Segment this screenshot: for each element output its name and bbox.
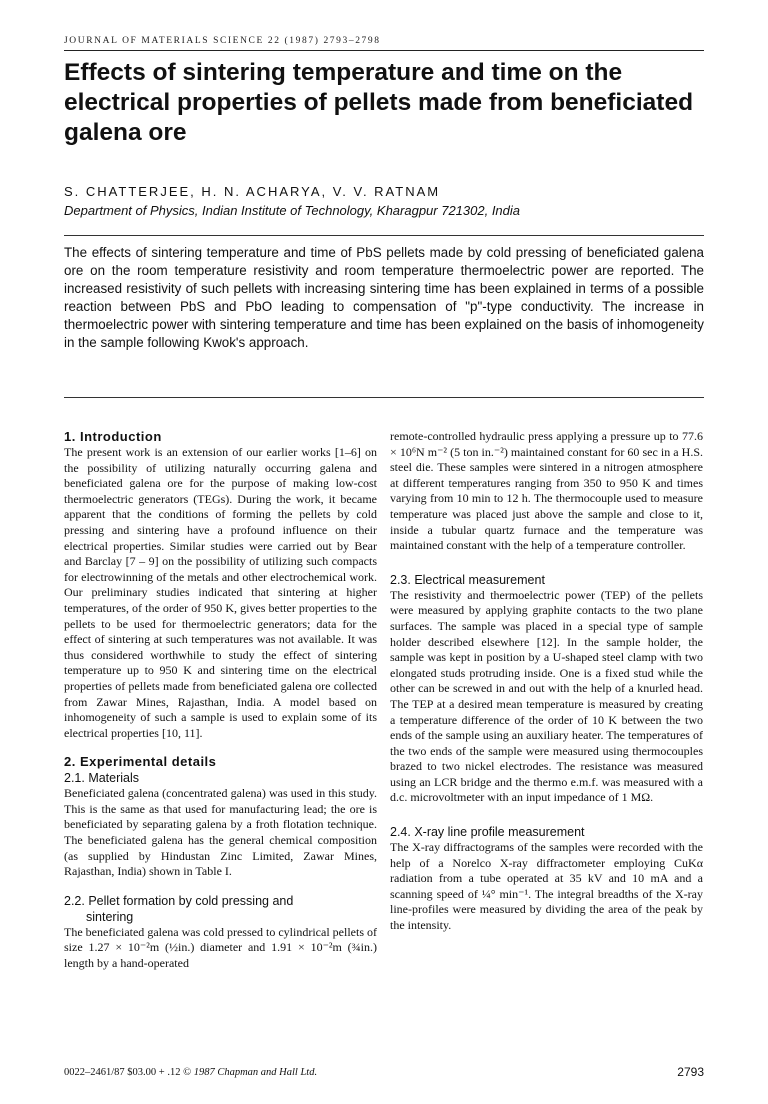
section-heading-experimental: 2. Experimental details bbox=[64, 754, 217, 770]
footer-code: 0022–2461/87 $03.00 + .12 © bbox=[64, 1067, 194, 1078]
left-column bbox=[64, 429, 377, 972]
footer-copyright bbox=[64, 1067, 317, 1078]
abstract-rule-top bbox=[64, 235, 704, 236]
subsection-heading-pellet-formation bbox=[64, 893, 377, 925]
right-column bbox=[390, 429, 703, 934]
page-number: 2793 bbox=[677, 1065, 704, 1079]
footer-publisher: 1987 Chapman and Hall Ltd. bbox=[193, 1067, 318, 1078]
section-heading-introduction: 1. Introduction bbox=[64, 429, 162, 444]
pellet-heading-line2: sintering bbox=[86, 909, 134, 924]
introduction-text: The present work is an extension of our earlier works [1–6] on the possibility of utilizing naturally occurring galena and beneficiated galena ore for the purpose of making low-cost thermoelectric generators (TEGs). During the work, it became apparent that the conditions of forming the pellets by cold pressing and sintering have a profound influence on their electrical properties. Similar studies were carried out by Bear and Barclay [7 – 9] on the possibility of utilizing such compacts for electrowinning of the metals and other electrochemical work. Our preliminary studies indicated that sintering at higher temperatures, of the order of 950 K, gives better properties to the pellets to be used for thermoelectric generators; data for the effect of sintering at such temperatures was not available. It was thus considered worthwhile to study the effect of sintering temperature up to 950 K and sintering time on the electrical properties of pellets made from beneficiated galena ore collected from Zawar Mines, Rajasthan, India. A model based on inhomogeneity of such a sample is used to explain some of its electrical properties [10, 11]. bbox=[64, 445, 377, 740]
abstract-rule-bottom bbox=[64, 397, 704, 398]
subsection-heading-materials: 2.1. Materials bbox=[64, 771, 140, 786]
abstract: The effects of sintering temperature and time of PbS pellets made by cold pressing of beneficiated galena ore on the room temperature resistivity and room temperature thermoelectric power are reported. The increased resistivity of such pellets with increasing sintering time has been explained in terms of a possible reaction between PbS and PbO leading to compensation of "p"-type conductivity. The increase in thermoelectric power with sintering temperature and time has been explained on the basis of inhomogeneity in the sample following Kwok's approach. bbox=[64, 245, 704, 350]
article-title: Effects of sintering temperature and time on the electrical properties of pellets made from beneficiated galena ore bbox=[64, 59, 694, 146]
electrical-text: The resistivity and thermoelectric power (TEP) of the pellets were measured by applying graphite contacts to the two plane surfaces. The sample was placed in a special type of sample holder described elsewhere [12]. In the sample holder, the sample was kept in position by a U-shaped steel clamp with two elongated studs protruding inside. One is a fixed stud while the other can be screwed in and out with the help of a knurled head. The TEP at a desired mean temperature is measured by creating a temperature difference of the order of 10 K between the two ends of the sample using an auxiliary heater. The temperatures of the two ends of the sample were measured using thermocouples brazed to two nickel electrodes. The resistance was measured using an LCR bridge and the thermo e.m.f. was measured with a d.c. microvoltmeter with an input impedance of 1 MΩ. bbox=[390, 587, 703, 805]
pellet-formation-text-right: remote-controlled hydraulic press applying a pressure up to 77.6 × 10⁶N m⁻² (5 ton in.⁻²) maintained constant for 60 sec in a H.S. steel die. These samples were sintered in a nitrogen atmosphere at different temperatures ranging from 350 to 950 K and times varying from 10 min to 12 h. The thermocouple used to measure temperature was placed just above the sample and close to it, inside a tubular quartz furnace and the temperature was maintained constant with the help of a temperature controller. bbox=[390, 429, 703, 553]
materials-text: Beneficiated galena (concentrated galena) was used in this study. This is the same as that used for manufacturing lead; the ore is beneficiated by separating galena by a froth flotation technique. The beneficiated galena has the general chemical composition (as supplied by Hindustan Zinc Limited, Zawar Mines, Rajasthan, India) shown in Table I. bbox=[64, 786, 377, 879]
pellet-heading-line1: 2.2. Pellet formation by cold pressing and bbox=[64, 893, 294, 908]
subsection-heading-electrical: 2.3. Electrical measurement bbox=[390, 572, 545, 587]
journal-header: JOURNAL OF MATERIALS SCIENCE 22 (1987) 2793–2798 bbox=[64, 36, 381, 46]
pellet-formation-text-left: The beneficiated galena was cold pressed to cylindrical pellets of size 1.27 × 10⁻²m (½in.) diameter and 1.91 × 10⁻²m (¾in.) length by a hand-operated bbox=[64, 924, 377, 971]
header-rule bbox=[64, 50, 704, 51]
subsection-heading-xray: 2.4. X-ray line profile measurement bbox=[390, 825, 585, 840]
affiliation: Department of Physics, Indian Institute of Technology, Kharagpur 721302, India bbox=[64, 203, 521, 218]
xray-text: The X-ray diffractograms of the samples were recorded with the help of a Norelco X-ray diffractometer employing CuKα radiation from a tube operated at 35 kV and 10 mA and a scanning speed of ¼° min⁻¹. The integral breadths of the X-ray line-profiles were measured by dividing the area of the peak by the intensity. bbox=[390, 840, 703, 933]
author-list: S. CHATTERJEE, H. N. ACHARYA, V. V. RATNAM bbox=[64, 184, 441, 199]
